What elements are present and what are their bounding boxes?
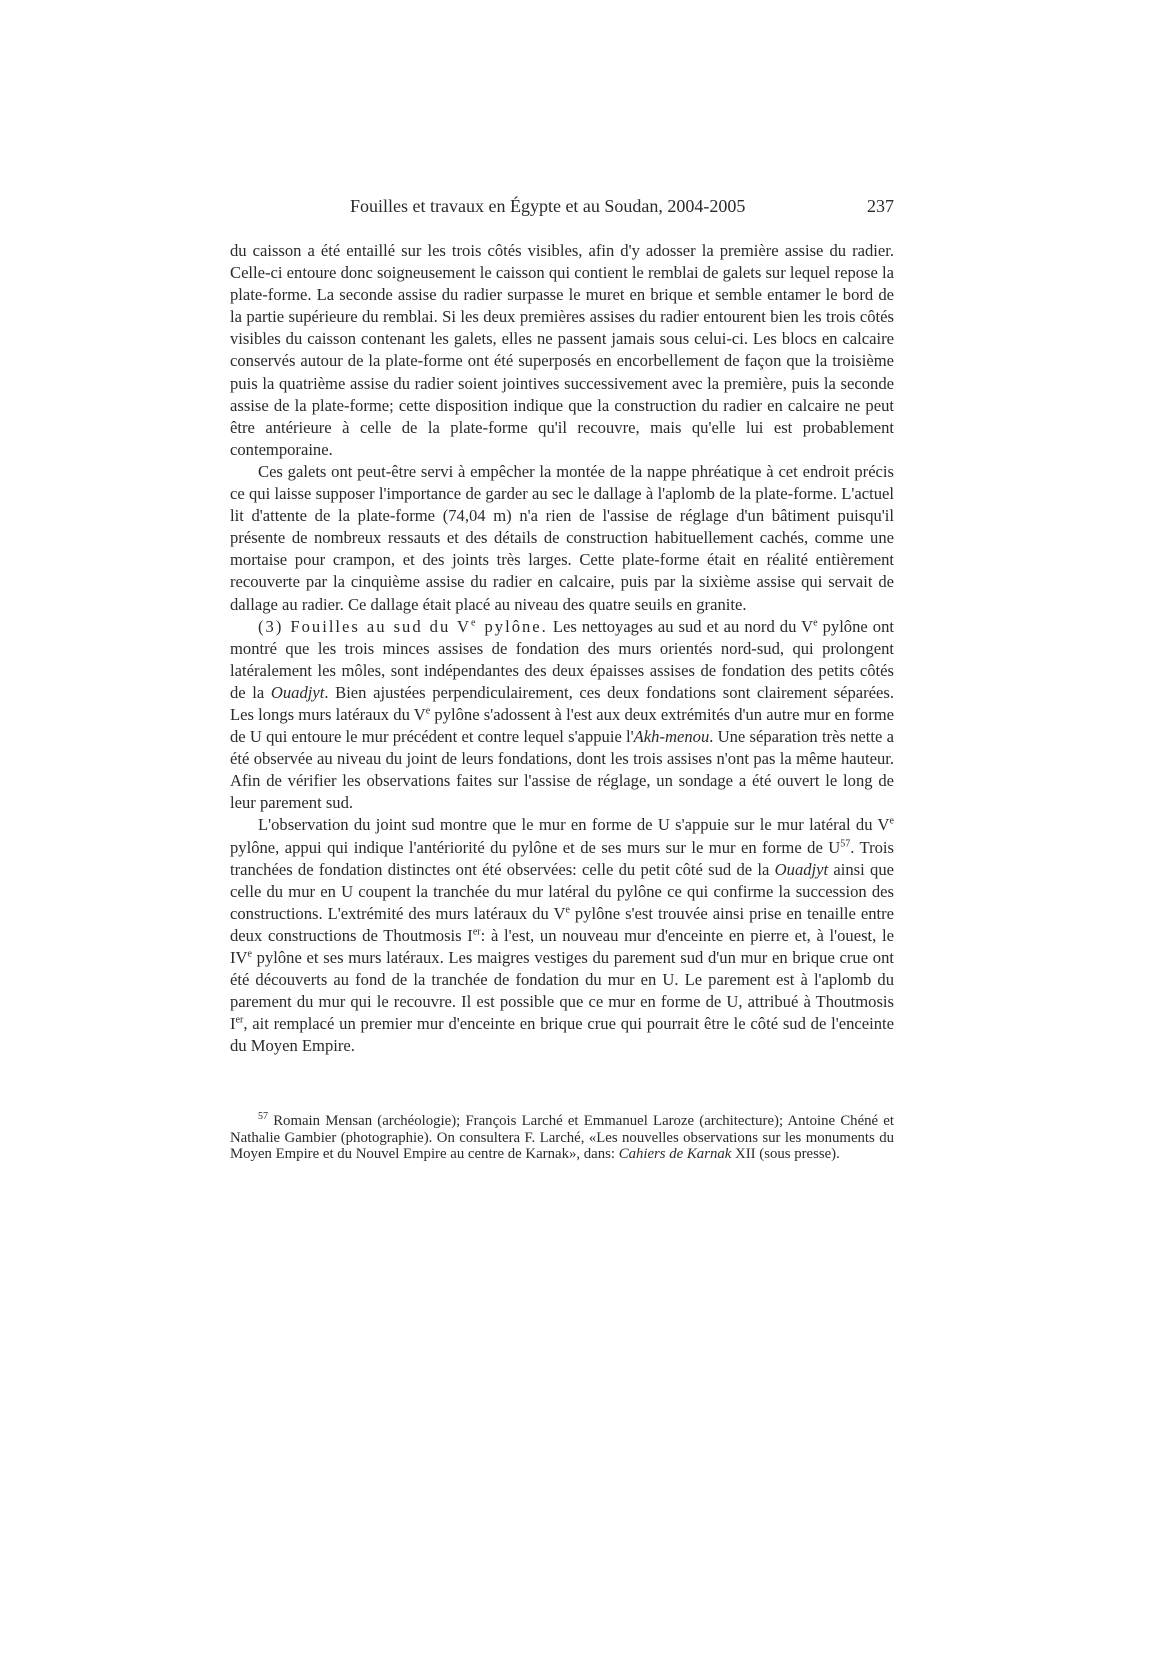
running-title: Fouilles et travaux en Égypte et au Soudan, 2004-2005: [350, 196, 746, 216]
footnotes: [230, 1113, 894, 1162]
paragraph-1: [230, 240, 894, 461]
document-page: [230, 196, 894, 1163]
paragraph-4: L'observation du joint sud montre que le mur en forme de U s'appuie sur le mur latéral du Ve pylône, appui qui indique l'antériorité du pylône et de ses murs sur le mur en forme de $U^{57}$. Trois tranchées de fondation distinctes ont été observées: celle du petit côté sud de la Ouadjyt ainsi que celle du mur en U coupent la tranchée du mur latéral du pylône ce qui confirme la succession des constructions. L'extrémité des murs latéraux du Ve pylône s'est trouvée ainsi prise en tenaille entre deux constructions de Thoutmosis Ier: à l'est, un nouveau mur d'enceinte en pierre et, à l'ouest, le IVe pylône et ses murs latéraux. Les maigres vestiges du parement sud d'un mur en brique crue ont été découverts au fond de la tranchée de fondation du mur en U. Le parement est à l'aplomb du parement du mur qui le recouvre. Il est possible que ce mur en forme de U, attribué à Thoutmosis Ier, ait remplacé un premier mur d'enceinte en brique crue qui pourrait être le côté sud de l'enceinte du Moyen Empire.: [230, 815, 895, 1056]
footnote-number: 57: [258, 1111, 268, 1123]
section-heading: (3) Fouilles au sud du Ve pylône.: [258, 616, 548, 636]
italic-term: Ouadjyt: [270, 682, 325, 702]
paragraph-1-text: du caisson a été entaillé sur les trois côtés visibles, afin d'y adosser la première assise du radier. Celle-ci entoure donc soigneusement le caisson qui contient le remblai de galets sur lequel repose la plate-forme. La seconde assise du radier surpasse le muret en brique et semble entamer le bord de la partie supérieure du remblai. Si les deux premières assises du radier entourent bien les trois côtés visibles du caisson contenant les galets, elles ne passent jamais sous celui-ci. Les blocs en calcaire conservés autour de la plate-forme ont été superposés en encorbellement de façon que la troisième puis la quatrième assise du radier soient jointives successivement avec la première, puis la seconde assise de la plate-forme; cette disposition indique que la construction du radier en calcaire ne peut être antérieure à celle de la plate-forme qu'il recouvre, mais qu'elle lui est probablement contemporaine.: [230, 241, 894, 459]
italic-title: Cahiers de Karnak: [618, 1146, 732, 1163]
page-number: 237: [867, 196, 894, 216]
footnote-reference[interactable]: 57: [840, 838, 851, 849]
body-text: [230, 240, 894, 1057]
italic-term: Akh-menou: [633, 727, 710, 747]
footnote-57: $^{57}$ Romain Mensan (archéologie); François Larché et Emmanuel Laroze (architecture); Antoine Chéné et Nathalie Gambier (photographie). On consultera F. Larché, «Les nouvelles observations sur les monuments du Moyen Empire et du Nouvel Empire au centre de Karnak», dans: Cahiers de Karnak XII (sous presse).: [230, 1111, 894, 1163]
italic-term: Ouadjyt: [774, 859, 829, 879]
paragraph-2-text: Ces galets ont peut-être servi à empêcher la montée de la nappe phréatique à cet endroit précis ce qui laisse supposer l'importance de garder au sec le dallage à l'aplomb de la plate-forme. L'actuel lit d'attente de la plate-forme (74,04 m) n'a rien de l'assise de réglage d'un bâtiment puisqu'il présente de nombreux ressauts et des détails de construction habituellement cachés, comme une mortaise pour crampon, et des joints très larges. Cette plate-forme était en réalité entièrement recouverte par la cinquième assise du radier en calcaire, puis par la sixième assise qui servait de dallage au radier. Ce dallage était placé au niveau des quatre seuils en granite.: [230, 461, 894, 614]
paragraph-3: (3) Fouilles au sud du Ve pylône. Les nettoyages au sud et au nord du Ve pylône ont montré que les trois minces assises de fondation des murs orientés nord-sud, qui prolongent latéralement les môles, sont indépendantes des deux épaisses assises de fondation des petits côtés de la Ouadjyt. Bien ajustées perpendiculairement, ces deux fondations sont clairement séparées. Les longs murs latéraux du Ve pylône s'adossent à l'est aux deux extrémités d'un autre mur en forme de U qui entoure le mur précédent et contre lequel s'appuie l'Akh-menou. Une séparation très nette a été observée au niveau du joint de leurs fondations, dont les trois assises n'ont pas la même hauteur. Afin de vérifier les observations faites sur l'assise de réglage, un sondage a été ouvert le long de leur parement sud.: [230, 616, 895, 813]
paragraph-2: [230, 461, 894, 616]
running-header: [230, 196, 894, 226]
